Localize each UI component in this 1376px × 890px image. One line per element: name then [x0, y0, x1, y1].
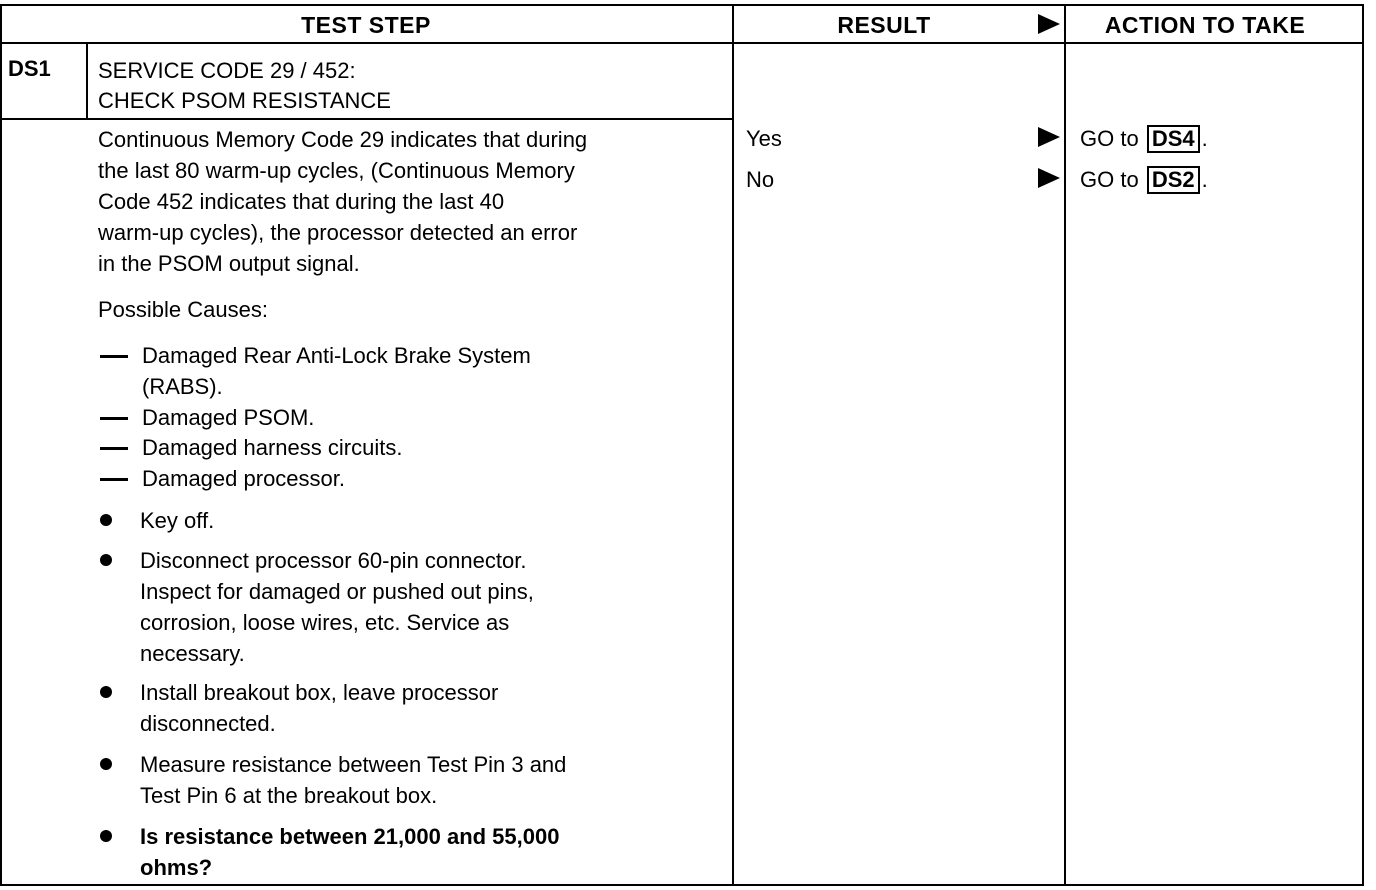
cause-line: Damaged harness circuits.	[142, 435, 403, 460]
procedure-line: corrosion, loose wires, etc. Service as	[140, 610, 510, 635]
procedure-line: Is resistance between 21,000 and 55,000	[140, 824, 560, 849]
action-column-divider	[1064, 4, 1066, 886]
action-no[interactable]	[1080, 165, 1208, 195]
procedure-line: Test Pin 6 at the breakout box.	[140, 783, 438, 808]
bullet-icon	[100, 514, 112, 526]
action-suffix: .	[1201, 126, 1208, 151]
possible-causes-label: Possible Causes:	[98, 297, 268, 322]
action-prefix: GO to	[1080, 167, 1139, 192]
result-arrow-icon	[1038, 168, 1060, 188]
action-target-link[interactable]: DS4	[1147, 125, 1200, 153]
header-test-step: TEST STEP	[301, 12, 431, 38]
table-bottom-border	[0, 884, 1364, 886]
step-title	[98, 56, 391, 116]
bullet-icon	[100, 758, 112, 770]
right-border	[1362, 4, 1364, 886]
table-top-border	[0, 4, 1364, 6]
action-suffix: .	[1201, 167, 1208, 192]
bullet-icon	[100, 830, 112, 842]
procedure-line: necessary.	[140, 641, 245, 666]
step-title-line2: CHECK PSOM RESISTANCE	[98, 88, 391, 113]
cause-item	[98, 340, 718, 402]
step-description	[98, 124, 718, 279]
header-action-to-take: ACTION TO TAKE	[1104, 12, 1306, 38]
action-target-link[interactable]: DS2	[1147, 166, 1200, 194]
result-arrow-icon	[1038, 127, 1060, 147]
bullet-icon	[100, 686, 112, 698]
action-prefix: GO to	[1080, 126, 1139, 151]
cause-item	[98, 432, 718, 463]
step-title-line1: SERVICE CODE 29 / 452:	[98, 58, 356, 83]
step-code: DS1	[8, 56, 51, 81]
description-line: the last 80 warm-up cycles, (Continuous Memory	[98, 158, 575, 183]
procedure-line: disconnected.	[140, 711, 276, 736]
cause-item	[98, 463, 718, 494]
description-line: Code 452 indicates that during the last 40	[98, 189, 505, 214]
procedure-line: ohms?	[140, 855, 213, 880]
cause-item	[98, 402, 718, 433]
procedure-line: Inspect for damaged or pushed out pins,	[140, 579, 534, 604]
title-bottom-border	[0, 118, 734, 120]
bullet-icon	[100, 554, 112, 566]
cause-line: Damaged processor.	[142, 466, 345, 491]
description-line: Continuous Memory Code 29 indicates that during	[98, 127, 588, 152]
description-line: in the PSOM output signal.	[98, 251, 360, 276]
cause-line: Damaged PSOM.	[142, 405, 315, 430]
header-bottom-border	[0, 42, 1364, 44]
result-yes: Yes	[746, 126, 782, 151]
procedure-line: Install breakout box, leave processor	[140, 680, 499, 705]
procedure-line: Disconnect processor 60-pin connector.	[140, 548, 527, 573]
header-result: RESULT	[837, 12, 931, 38]
code-column-divider	[86, 42, 88, 120]
cause-line: (RABS).	[142, 374, 223, 399]
procedure-line: Measure resistance between Test Pin 3 and	[140, 752, 567, 777]
description-line: warm-up cycles), the processor detected an error	[98, 220, 578, 245]
header-arrow-icon	[1038, 14, 1060, 34]
result-no: No	[746, 167, 775, 192]
procedure-line: Key off.	[140, 508, 215, 533]
action-yes[interactable]	[1080, 124, 1208, 154]
result-column-divider	[732, 4, 734, 886]
left-border	[0, 4, 2, 886]
cause-line: Damaged Rear Anti-Lock Brake System	[142, 343, 531, 368]
